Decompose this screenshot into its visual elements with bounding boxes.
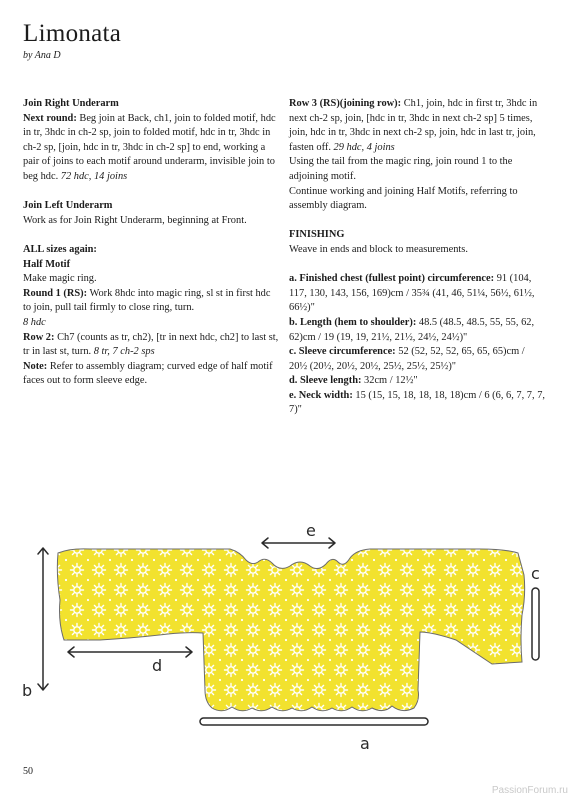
measurement-value: 15 (15, 15, 18, 18, 18, 18)cm / 6 (6, 6, 7, 7, 7, 7)" (289, 389, 545, 416)
all-sizes-heading: ALL sizes again: (23, 243, 97, 255)
left-underarm-text: Work as for Join Right Underarm, beginning at Front. (23, 214, 247, 226)
assembly-diagram (0, 510, 574, 760)
row3-text: Ch1, join, hdc in first tr, 3hdc in next ch-2 sp, join, [hdc in tr, 3hdc in next ch-2 sp] 5 times, join, hdc in tr, 3hdc in next ch-2 sp, join, hdc in last tr, join, fasten off. (289, 98, 538, 153)
measurement-label: e. Neck width: (289, 389, 353, 401)
measurement-value: 48.5 (48.5, 48.5, 55, 55, 62, 62)cm / 19 (19, 19, 21½, 21½, 24½, 24½)" (289, 316, 535, 343)
finishing-heading: FINISHING (289, 229, 345, 241)
page-number: 50 (23, 766, 33, 777)
arrow-b (38, 548, 48, 690)
measurement-d (289, 374, 545, 389)
row2-label: Row 2: (23, 331, 55, 343)
half-motif-heading: Half Motif (23, 258, 71, 270)
label-d: d (152, 656, 163, 675)
right-column (289, 97, 545, 418)
measurement-b (289, 316, 545, 345)
left-column (23, 97, 279, 389)
row2-count: 8 tr, 7 ch-2 sps (91, 346, 155, 358)
measurement-a (289, 272, 545, 316)
measurement-label: b. Length (hem to shoulder): (289, 316, 417, 328)
measurement-value: 32cm / 12½" (361, 375, 418, 387)
round1-text: Work 8hdc into magic ring, sl st in first hdc to join, pull tail firmly to close ring, turn. (23, 287, 271, 314)
row2-instructions (23, 331, 279, 360)
pattern-title: Limonata (23, 20, 122, 47)
label-c: c (531, 564, 540, 583)
row3-instructions (289, 97, 545, 155)
arrow-d (68, 647, 192, 657)
next-round-label: Next round: (23, 112, 77, 124)
label-a: a (360, 734, 370, 753)
measurement-c (289, 345, 545, 374)
arrow-c (532, 588, 539, 660)
continue-text: Continue working and joining Half Motifs, referring to assembly diagram. (289, 185, 518, 212)
note-instructions (23, 360, 279, 389)
measurement-value: 52 (52, 52, 52, 65, 65, 65)cm / 20½ (20½, 20½, 20½, 25½, 25½, 25½)" (289, 346, 525, 372)
row2-text: Ch7 (counts as tr, ch2), [tr in next hdc, ch2] to last st, tr in last st, turn. (23, 331, 279, 358)
measurement-label: d. Sleeve length: (289, 375, 362, 387)
label-b: b (22, 681, 33, 700)
round1-count: 8 hdc (23, 316, 46, 328)
label-e: e (306, 521, 316, 540)
left-underarm-heading: Join Left Underarm (23, 200, 113, 212)
measurement-e (289, 389, 545, 418)
round1-instructions (23, 287, 279, 316)
watermark: PassionForum.ru (491, 785, 568, 796)
arrow-a (200, 718, 428, 725)
finishing-text: Weave in ends and block to measurements. (289, 243, 468, 255)
next-round-count: 72 hdc, 14 joins (58, 170, 128, 182)
make-ring-text: Make magic ring. (23, 273, 97, 285)
measurement-value: 91 (104, 117, 130, 143, 156, 169)cm / 35¾ (41, 46, 51¼, 56½, 61½, 66½)" (289, 273, 535, 314)
row3-label: Row 3 (RS)(joining row): (289, 98, 402, 109)
measurement-label: c. Sleeve circumference: (289, 346, 396, 358)
row3-count: 29 hdc, 4 joins (330, 141, 395, 153)
right-underarm-heading: Join Right Underarm (23, 98, 119, 109)
note-label: Note: (23, 360, 48, 372)
round1-label: Round 1 (RS): (23, 287, 88, 299)
tail-text: Using the tail from the magic ring, join round 1 to the adjoining motif. (289, 156, 513, 182)
arrow-e (262, 538, 335, 548)
note-text: Refer to assembly diagram; curved edge of half motif faces out to form sleeve edge. (23, 360, 273, 387)
right-underarm-instructions (23, 112, 279, 185)
next-round-text: Beg join at Back, ch1, join to folded motif, hdc in tr, 3hdc in ch-2 sp, join to folded motif, hdc in tr, 3hdc in ch-2 sp, [join, hdc in tr, 3hdc in ch-2 sp] to end, working a pair of joins to each motif around underarm, invisible join to beg hdc. (23, 112, 276, 182)
measurement-label: a. Finished chest (fullest point) circumference: (289, 273, 495, 285)
sweater-body (57, 549, 524, 711)
designer-byline: by Ana D (23, 50, 61, 61)
